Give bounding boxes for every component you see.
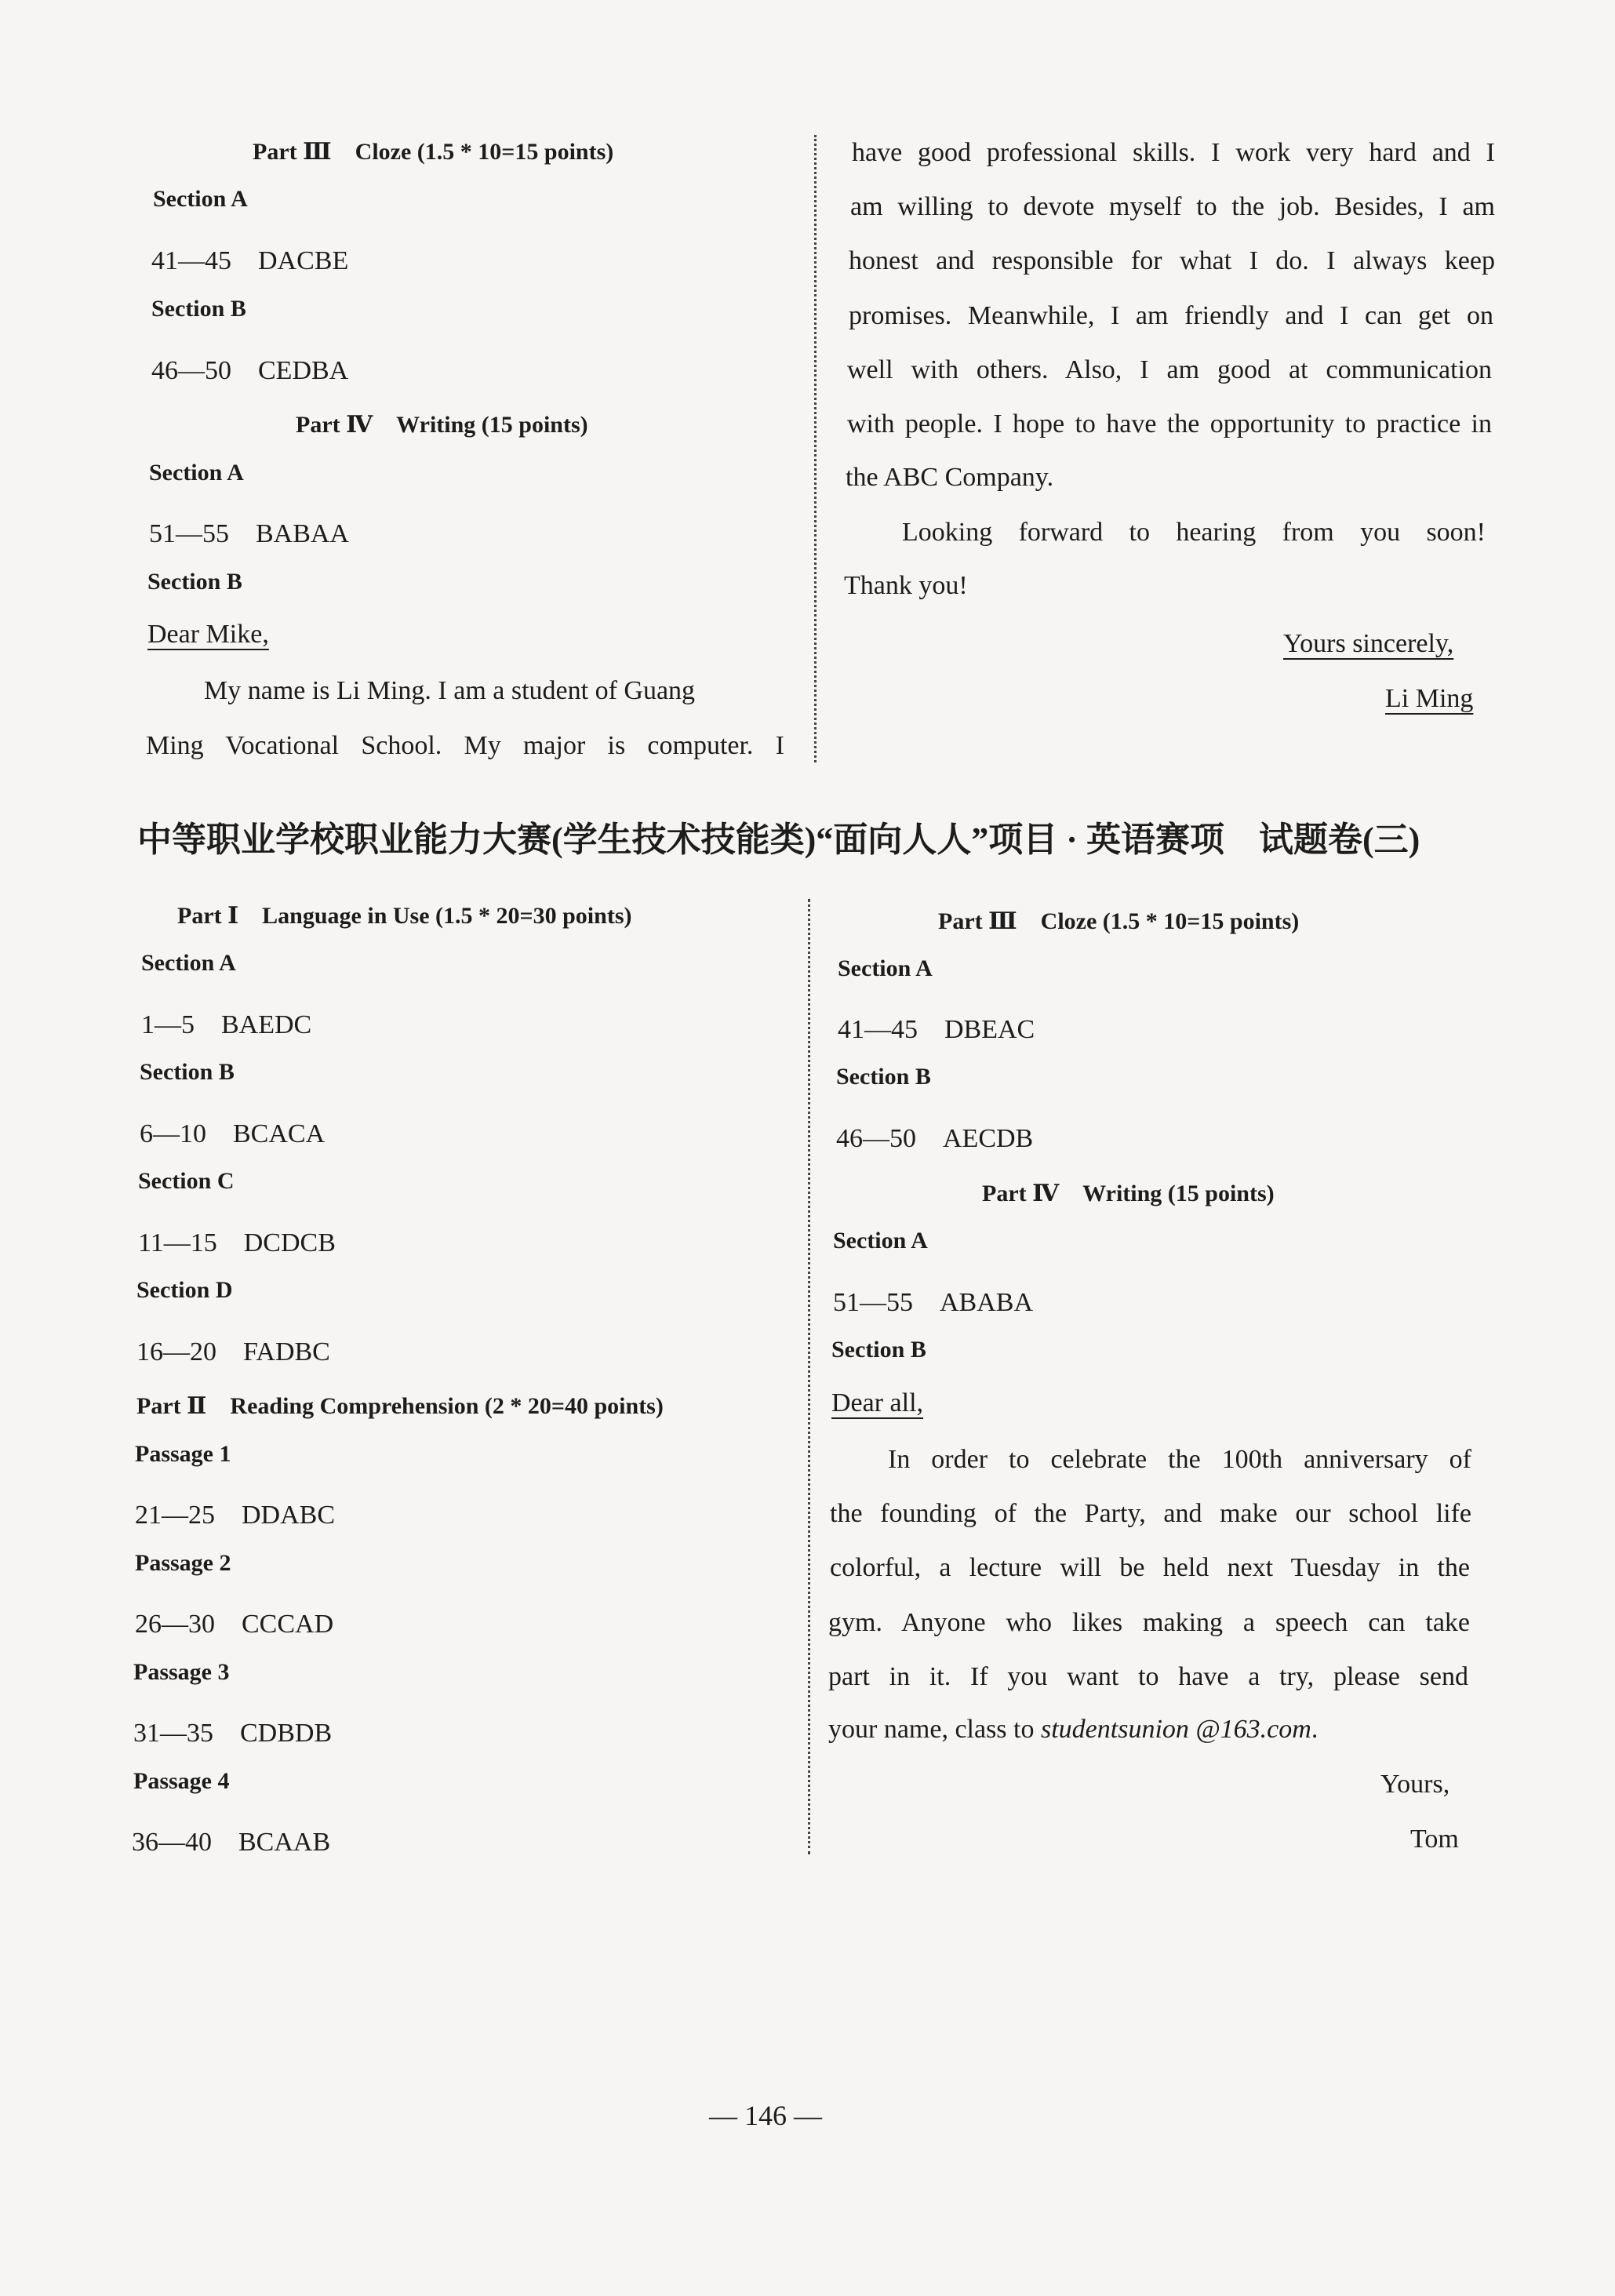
part4-title: Part Ⅳ Writing (15 points) <box>982 1181 1275 1206</box>
letter-line: My name is Li Ming. I am a student of Guang <box>204 676 696 705</box>
letter-line: Looking forward to hearing from you soon! <box>902 518 1486 547</box>
part3-title: Part Ⅲ Cloze (1.5 * 10=15 points) <box>938 908 1300 934</box>
section-a-heading: Section A <box>838 955 933 981</box>
section-b-heading: Section B <box>140 1059 235 1085</box>
notice-line: part in it. If you want to have a try, please send <box>828 1662 1468 1691</box>
notice-line-end: . <box>1311 1715 1319 1744</box>
notice-closing: Yours, <box>1380 1770 1450 1799</box>
notice-salutation: Dear all, <box>831 1388 924 1417</box>
section-c-heading: Section C <box>138 1168 235 1194</box>
letter-salutation: Dear Mike, <box>147 620 269 649</box>
answer-key-11-15: 11—15 DCDCB <box>138 1228 336 1257</box>
letter-line: have good professional skills. I work very hard and I <box>852 138 1495 167</box>
letter-line: am willing to devote myself to the job. Besides, I am <box>850 192 1495 221</box>
answer-key-51-55: 51—55 BABAA <box>149 519 350 548</box>
letter-closing: Yours sincerely, <box>1283 629 1454 658</box>
part2-title: Part Ⅱ Reading Comprehension (2 * 20=40 points) <box>136 1393 664 1419</box>
notice-line <box>828 1715 1318 1745</box>
letter-line: well with others. Also, I am good at communication <box>847 355 1492 384</box>
writing-section-b-heading: Section B <box>147 569 242 595</box>
section-d-heading: Section D <box>136 1277 233 1303</box>
exam-header: 中等职业学校职业能力大赛(学生技术技能类)“面向人人”项目 · 英语赛项 试题卷(三) <box>137 821 1420 859</box>
writing-section-a-heading: Section A <box>833 1228 928 1254</box>
letter-line: honest and responsible for what I do. I always keep <box>849 246 1495 275</box>
notice-line: In order to celebrate the 100th anniversary of <box>888 1445 1471 1474</box>
passage-1-heading: Passage 1 <box>135 1441 231 1467</box>
notice-line: the founding of the Party, and make our school life <box>830 1499 1471 1528</box>
answer-key-41-45: 41—45 DACBE <box>151 246 349 275</box>
answer-key-41-45: 41—45 DBEAC <box>838 1015 1035 1044</box>
notice-line: gym. Anyone who likes making a speech can take <box>828 1608 1470 1637</box>
letter-signature: Li Ming <box>1385 684 1474 713</box>
answer-key-46-50: 46—50 CEDBA <box>151 356 349 385</box>
page-number: — 146 — <box>709 2100 822 2131</box>
answer-key-26-30: 26—30 CCCAD <box>135 1610 334 1639</box>
part1-title: Part Ⅰ Language in Use (1.5 * 20=30 points) <box>177 903 632 929</box>
answer-key-36-40: 36—40 BCAAB <box>132 1828 331 1857</box>
notice-email: studentsunion @163.com <box>1041 1715 1311 1744</box>
section-b-heading: Section B <box>836 1064 931 1090</box>
letter-line: Thank you! <box>844 571 968 600</box>
letter-line: promises. Meanwhile, I am friendly and I can get on <box>849 301 1493 330</box>
passage-4-heading: Passage 4 <box>133 1768 230 1794</box>
section-a-heading: Section A <box>153 186 248 212</box>
letter-line: the ABC Company. <box>846 463 1054 492</box>
section-a-heading: Section A <box>141 950 236 976</box>
answer-key-16-20: 16—20 FADBC <box>136 1337 330 1366</box>
answer-key-6-10: 6—10 BCACA <box>140 1119 326 1148</box>
notice-signature: Tom <box>1410 1825 1459 1854</box>
column-divider <box>814 135 817 762</box>
answer-key-31-35: 31—35 CDBDB <box>133 1719 333 1748</box>
part3-title: Part Ⅲ Cloze (1.5 * 10=15 points) <box>253 139 614 165</box>
writing-section-a-heading: Section A <box>149 460 244 486</box>
letter-line: with people. I hope to have the opportunity to practice in <box>847 409 1492 438</box>
part4-title: Part Ⅳ Writing (15 points) <box>296 412 588 438</box>
passage-2-heading: Passage 2 <box>135 1550 231 1576</box>
notice-line-text: your name, class to <box>828 1715 1041 1744</box>
notice-line: colorful, a lecture will be held next Tuesday in the <box>830 1553 1470 1582</box>
answer-key-1-5: 1—5 BAEDC <box>141 1010 312 1039</box>
passage-3-heading: Passage 3 <box>133 1659 230 1685</box>
answer-key-51-55: 51—55 ABABA <box>833 1288 1034 1317</box>
writing-section-b-heading: Section B <box>831 1337 926 1363</box>
answer-key-21-25: 21—25 DDABC <box>135 1501 336 1530</box>
column-divider <box>808 899 810 1854</box>
answer-key-46-50: 46—50 AECDB <box>836 1124 1034 1153</box>
section-b-heading: Section B <box>151 296 246 322</box>
letter-line: Ming Vocational School. My major is computer. I <box>146 731 784 760</box>
